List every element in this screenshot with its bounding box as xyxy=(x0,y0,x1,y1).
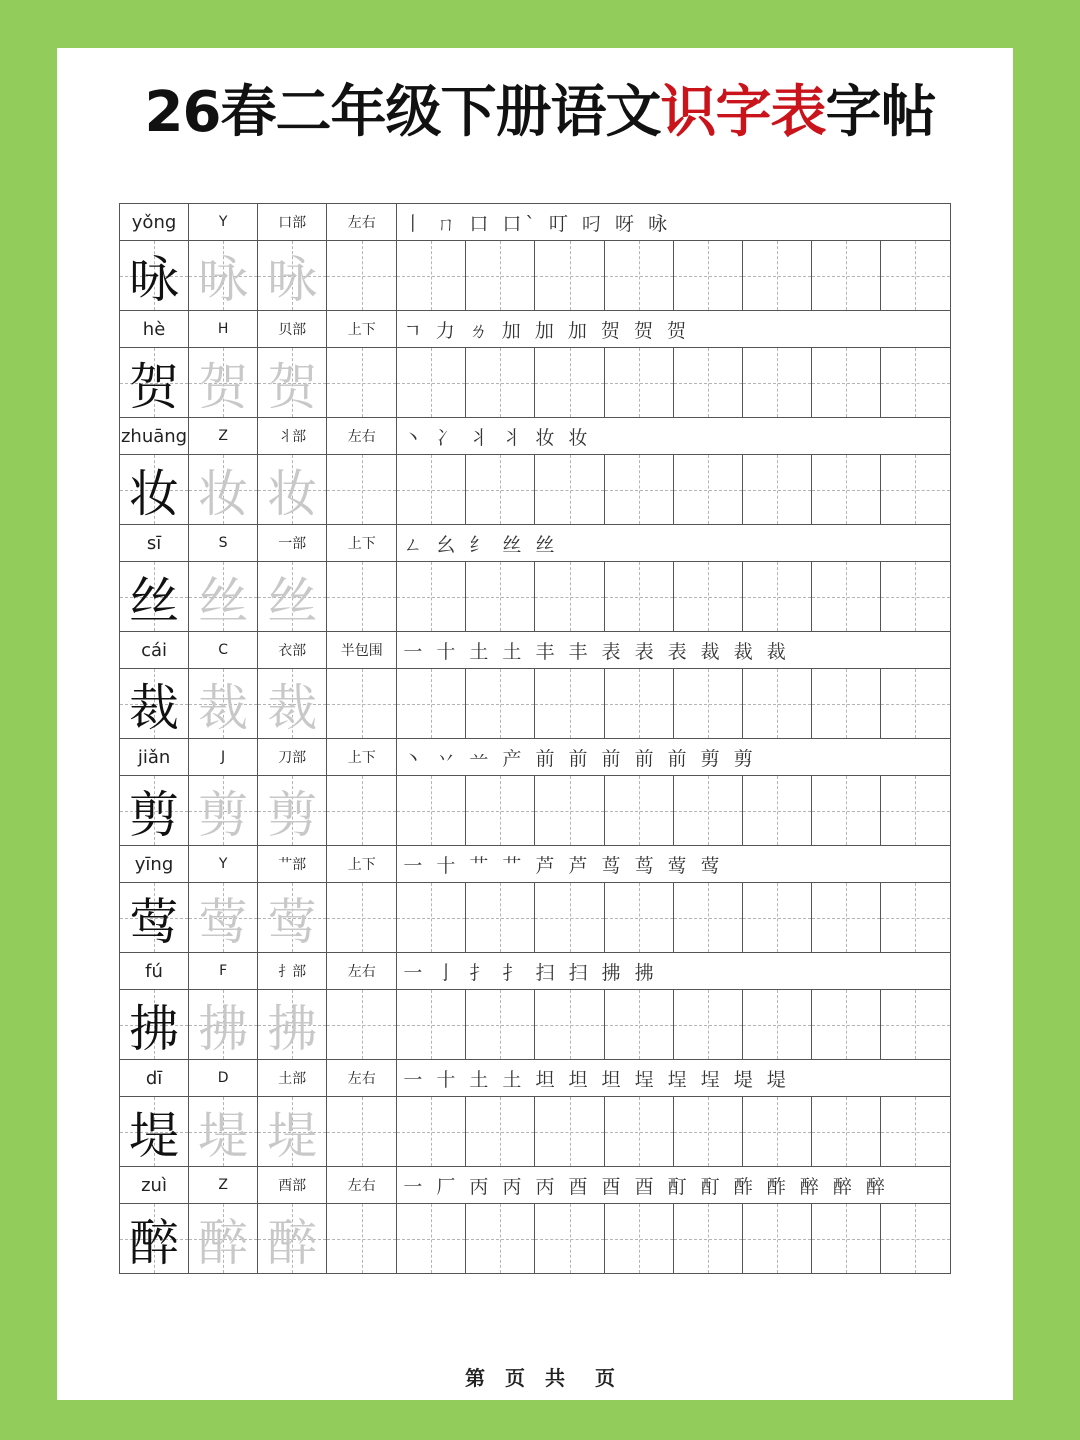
structure-cell: 左右 xyxy=(327,204,397,241)
practice-cell[interactable] xyxy=(880,776,950,846)
practice-cell[interactable] xyxy=(466,562,535,632)
trace-char: 咏 xyxy=(198,250,249,309)
practice-cell[interactable] xyxy=(673,1097,742,1167)
footer-page: 页 xyxy=(505,1366,525,1390)
practice-cell[interactable] xyxy=(535,883,604,953)
practice-cell[interactable] xyxy=(466,776,535,846)
practice-cell[interactable] xyxy=(327,1097,397,1167)
char-info-row xyxy=(120,311,951,348)
practice-cell[interactable] xyxy=(880,669,950,739)
practice-cell[interactable] xyxy=(604,241,673,311)
pinyin-cell: sī xyxy=(120,525,189,562)
practice-cell[interactable] xyxy=(397,776,466,846)
structure-cell: 上下 xyxy=(327,739,397,776)
trace-char-cell xyxy=(258,990,327,1060)
practice-cell[interactable] xyxy=(327,348,397,418)
char-info-row xyxy=(120,1167,951,1204)
radical-cell: 一部 xyxy=(258,525,327,562)
trace-char-cell xyxy=(258,1204,327,1274)
char-info-row xyxy=(120,525,951,562)
model-char: 醉 xyxy=(129,1213,180,1272)
structure-cell: 半包围 xyxy=(327,632,397,669)
model-char: 贺 xyxy=(129,357,180,416)
model-char-cell xyxy=(120,990,189,1060)
practice-cell[interactable] xyxy=(466,1097,535,1167)
practice-grid xyxy=(119,203,951,1274)
practice-cell[interactable] xyxy=(397,669,466,739)
practice-cell[interactable] xyxy=(327,990,397,1060)
trace-char-cell xyxy=(258,883,327,953)
writing-row xyxy=(120,990,951,1060)
practice-cell[interactable] xyxy=(604,1204,673,1274)
structure-cell: 左右 xyxy=(327,1167,397,1204)
model-char-cell xyxy=(120,455,189,525)
stroke-order-cell: 一 厂 丙 丙 丙 酉 酉 酉 酊 酊 酢 酢 醉 醉 醉 xyxy=(397,1167,951,1204)
char-info-row xyxy=(120,953,951,990)
trace-char-cell xyxy=(189,562,258,632)
pinyin-cell: hè xyxy=(120,311,189,348)
practice-cell[interactable] xyxy=(811,562,880,632)
writing-row xyxy=(120,562,951,632)
trace-char: 拂 xyxy=(267,999,318,1058)
trace-char-cell xyxy=(189,883,258,953)
pinyin-cell: zhuāng xyxy=(120,418,189,455)
writing-row xyxy=(120,776,951,846)
structure-cell: 左右 xyxy=(327,418,397,455)
practice-cell[interactable] xyxy=(397,1204,466,1274)
practice-cell[interactable] xyxy=(742,776,811,846)
writing-row xyxy=(120,883,951,953)
footer-di: 第 xyxy=(465,1366,485,1390)
radical-cell: 口部 xyxy=(258,204,327,241)
trace-char: 贺 xyxy=(267,357,318,416)
initial-cell: Z xyxy=(189,418,258,455)
structure-cell: 上下 xyxy=(327,311,397,348)
writing-row xyxy=(120,1097,951,1167)
trace-char: 莺 xyxy=(267,892,318,951)
writing-row xyxy=(120,241,951,311)
stroke-order-cell: 丶 丷 䒑 产 前 前 前 前 前 剪 剪 xyxy=(397,739,951,776)
trace-char: 裁 xyxy=(198,678,249,737)
radical-cell: 扌部 xyxy=(258,953,327,990)
practice-cell[interactable] xyxy=(327,883,397,953)
trace-char-cell xyxy=(189,669,258,739)
model-char: 裁 xyxy=(129,678,180,737)
trace-char-cell xyxy=(258,241,327,311)
trace-char: 贺 xyxy=(198,357,249,416)
trace-char: 醉 xyxy=(267,1213,318,1272)
trace-char-cell xyxy=(189,990,258,1060)
practice-cell[interactable] xyxy=(742,241,811,311)
footer-page-2: 页 xyxy=(595,1366,615,1390)
practice-cell[interactable] xyxy=(880,241,950,311)
trace-char-cell xyxy=(189,1204,258,1274)
practice-cell[interactable] xyxy=(327,455,397,525)
trace-char: 莺 xyxy=(198,892,249,951)
practice-cell[interactable] xyxy=(673,562,742,632)
model-char: 莺 xyxy=(129,892,180,951)
trace-char: 丝 xyxy=(198,571,249,630)
trace-char-cell xyxy=(258,455,327,525)
title-suffix: 字帖 xyxy=(825,80,936,145)
practice-cell[interactable] xyxy=(811,669,880,739)
practice-cell[interactable] xyxy=(742,455,811,525)
model-char-cell xyxy=(120,348,189,418)
trace-char-cell xyxy=(258,669,327,739)
practice-cell[interactable] xyxy=(466,241,535,311)
stroke-order-cell: 丶 冫 丬 ⺦ 妆 妆 xyxy=(397,418,951,455)
practice-cell[interactable] xyxy=(327,776,397,846)
trace-char: 妆 xyxy=(198,464,249,523)
practice-cell[interactable] xyxy=(535,241,604,311)
practice-cell[interactable] xyxy=(466,1204,535,1274)
practice-cell[interactable] xyxy=(742,990,811,1060)
practice-cell[interactable] xyxy=(397,348,466,418)
practice-cell[interactable] xyxy=(880,883,950,953)
char-info-row xyxy=(120,204,951,241)
trace-char: 堤 xyxy=(267,1106,318,1165)
practice-cell[interactable] xyxy=(535,776,604,846)
practice-cell[interactable] xyxy=(397,241,466,311)
model-char-cell xyxy=(120,1204,189,1274)
radical-cell: 贝部 xyxy=(258,311,327,348)
pinyin-cell: zuì xyxy=(120,1167,189,1204)
practice-cell[interactable] xyxy=(397,883,466,953)
model-char: 拂 xyxy=(129,999,180,1058)
radical-cell: 酉部 xyxy=(258,1167,327,1204)
practice-cell[interactable] xyxy=(397,990,466,1060)
char-info-row xyxy=(120,739,951,776)
model-char: 堤 xyxy=(129,1106,180,1165)
trace-char-cell xyxy=(189,455,258,525)
practice-cell[interactable] xyxy=(535,455,604,525)
practice-cell[interactable] xyxy=(880,990,950,1060)
trace-char-cell xyxy=(258,776,327,846)
practice-cell[interactable] xyxy=(742,669,811,739)
title-main: 26春二年级下册语文 xyxy=(144,80,661,145)
practice-cell[interactable] xyxy=(397,455,466,525)
model-char-cell xyxy=(120,883,189,953)
practice-cell[interactable] xyxy=(466,883,535,953)
model-char: 剪 xyxy=(129,785,180,844)
practice-cell[interactable] xyxy=(397,1097,466,1167)
practice-cell[interactable] xyxy=(604,562,673,632)
model-char: 咏 xyxy=(129,250,180,309)
writing-row xyxy=(120,348,951,418)
practice-cell[interactable] xyxy=(604,776,673,846)
stroke-order-cell: 丨 ㄇ 口 口` 叮 叼 呀 咏 xyxy=(397,204,951,241)
practice-cell[interactable] xyxy=(535,562,604,632)
char-info-row xyxy=(120,632,951,669)
practice-cell[interactable] xyxy=(742,1097,811,1167)
practice-cell[interactable] xyxy=(604,1097,673,1167)
practice-cell[interactable] xyxy=(535,1204,604,1274)
practice-cell[interactable] xyxy=(742,348,811,418)
trace-char-cell xyxy=(258,348,327,418)
radical-cell: 土部 xyxy=(258,1060,327,1097)
initial-cell: S xyxy=(189,525,258,562)
trace-char: 丝 xyxy=(267,571,318,630)
pinyin-cell: fú xyxy=(120,953,189,990)
practice-cell[interactable] xyxy=(811,990,880,1060)
practice-cell[interactable] xyxy=(466,455,535,525)
initial-cell: H xyxy=(189,311,258,348)
practice-cell[interactable] xyxy=(742,562,811,632)
structure-cell: 左右 xyxy=(327,1060,397,1097)
radical-cell: 刀部 xyxy=(258,739,327,776)
model-char-cell xyxy=(120,776,189,846)
stroke-order-cell: 一 亅 扌 扌 扫 扫 拂 拂 xyxy=(397,953,951,990)
writing-row xyxy=(120,669,951,739)
practice-cell[interactable] xyxy=(327,669,397,739)
practice-cell[interactable] xyxy=(673,241,742,311)
trace-char: 堤 xyxy=(198,1106,249,1165)
practice-cell[interactable] xyxy=(811,1204,880,1274)
practice-cell[interactable] xyxy=(327,562,397,632)
practice-cell[interactable] xyxy=(535,669,604,739)
practice-cell[interactable] xyxy=(811,241,880,311)
practice-cell[interactable] xyxy=(673,1204,742,1274)
writing-row xyxy=(120,1204,951,1274)
page-footer xyxy=(0,1362,1080,1391)
practice-cell[interactable] xyxy=(811,776,880,846)
radical-cell: 艹部 xyxy=(258,846,327,883)
structure-cell: 上下 xyxy=(327,525,397,562)
trace-char: 咏 xyxy=(267,250,318,309)
char-info-row xyxy=(120,418,951,455)
trace-char-cell xyxy=(258,562,327,632)
initial-cell: Y xyxy=(189,846,258,883)
practice-cell[interactable] xyxy=(742,1204,811,1274)
initial-cell: D xyxy=(189,1060,258,1097)
writing-row xyxy=(120,455,951,525)
initial-cell: Y xyxy=(189,204,258,241)
practice-cell[interactable] xyxy=(397,562,466,632)
practice-cell[interactable] xyxy=(880,562,950,632)
trace-char: 剪 xyxy=(267,785,318,844)
char-info-row xyxy=(120,846,951,883)
practice-cell[interactable] xyxy=(327,241,397,311)
practice-cell[interactable] xyxy=(673,669,742,739)
practice-cell[interactable] xyxy=(673,348,742,418)
practice-cell[interactable] xyxy=(673,455,742,525)
model-char-cell xyxy=(120,1097,189,1167)
trace-char-cell xyxy=(258,1097,327,1167)
page-title xyxy=(0,78,1080,148)
practice-cell[interactable] xyxy=(604,990,673,1060)
char-info-row xyxy=(120,1060,951,1097)
trace-char-cell xyxy=(189,1097,258,1167)
initial-cell: F xyxy=(189,953,258,990)
practice-cell[interactable] xyxy=(535,348,604,418)
trace-char-cell xyxy=(189,348,258,418)
trace-char-cell xyxy=(189,241,258,311)
footer-total: 共 xyxy=(545,1366,565,1390)
practice-cell[interactable] xyxy=(811,883,880,953)
practice-cell[interactable] xyxy=(742,883,811,953)
trace-char: 裁 xyxy=(267,678,318,737)
stroke-order-cell: ㄥ 幺 纟 丝 丝 xyxy=(397,525,951,562)
practice-cell[interactable] xyxy=(604,669,673,739)
practice-cell[interactable] xyxy=(327,1204,397,1274)
practice-cell[interactable] xyxy=(673,776,742,846)
practice-cell[interactable] xyxy=(811,348,880,418)
radical-cell: 丬部 xyxy=(258,418,327,455)
practice-cell[interactable] xyxy=(604,883,673,953)
trace-char: 醉 xyxy=(198,1213,249,1272)
model-char: 妆 xyxy=(129,464,180,523)
initial-cell: Z xyxy=(189,1167,258,1204)
initial-cell: J xyxy=(189,739,258,776)
practice-cell[interactable] xyxy=(466,348,535,418)
practice-cell[interactable] xyxy=(466,990,535,1060)
pinyin-cell: yīng xyxy=(120,846,189,883)
model-char-cell xyxy=(120,562,189,632)
practice-cell[interactable] xyxy=(673,990,742,1060)
practice-cell[interactable] xyxy=(880,1097,950,1167)
practice-cell[interactable] xyxy=(604,455,673,525)
stroke-order-cell: 一 十 土 土 坦 坦 坦 埕 埕 埕 堤 堤 xyxy=(397,1060,951,1097)
stroke-order-cell: 一 十 土 土 丰 丰 表 表 表 裁 裁 裁 xyxy=(397,632,951,669)
pinyin-cell: dī xyxy=(120,1060,189,1097)
pinyin-cell: yǒng xyxy=(120,204,189,241)
practice-cell[interactable] xyxy=(466,669,535,739)
stroke-order-cell: ㄱ 力 ㄌ 加 加 加 贺 贺 贺 xyxy=(397,311,951,348)
model-char-cell xyxy=(120,241,189,311)
structure-cell: 上下 xyxy=(327,846,397,883)
model-char: 丝 xyxy=(129,571,180,630)
practice-cell[interactable] xyxy=(673,883,742,953)
structure-cell: 左右 xyxy=(327,953,397,990)
practice-cell[interactable] xyxy=(880,348,950,418)
practice-cell[interactable] xyxy=(535,1097,604,1167)
initial-cell: C xyxy=(189,632,258,669)
practice-cell[interactable] xyxy=(535,990,604,1060)
model-char-cell xyxy=(120,669,189,739)
trace-char: 拂 xyxy=(198,999,249,1058)
practice-cell[interactable] xyxy=(604,348,673,418)
practice-cell[interactable] xyxy=(880,1204,950,1274)
practice-cell[interactable] xyxy=(811,1097,880,1167)
pinyin-cell: jiǎn xyxy=(120,739,189,776)
pinyin-cell: cái xyxy=(120,632,189,669)
radical-cell: 衣部 xyxy=(258,632,327,669)
trace-char-cell xyxy=(189,776,258,846)
trace-char: 剪 xyxy=(198,785,249,844)
stroke-order-cell: 一 十 艹 艹 芦 芦 茑 茑 莺 莺 xyxy=(397,846,951,883)
title-highlight: 识字表 xyxy=(660,80,826,145)
practice-cell[interactable] xyxy=(880,455,950,525)
practice-cell[interactable] xyxy=(811,455,880,525)
trace-char: 妆 xyxy=(267,464,318,523)
